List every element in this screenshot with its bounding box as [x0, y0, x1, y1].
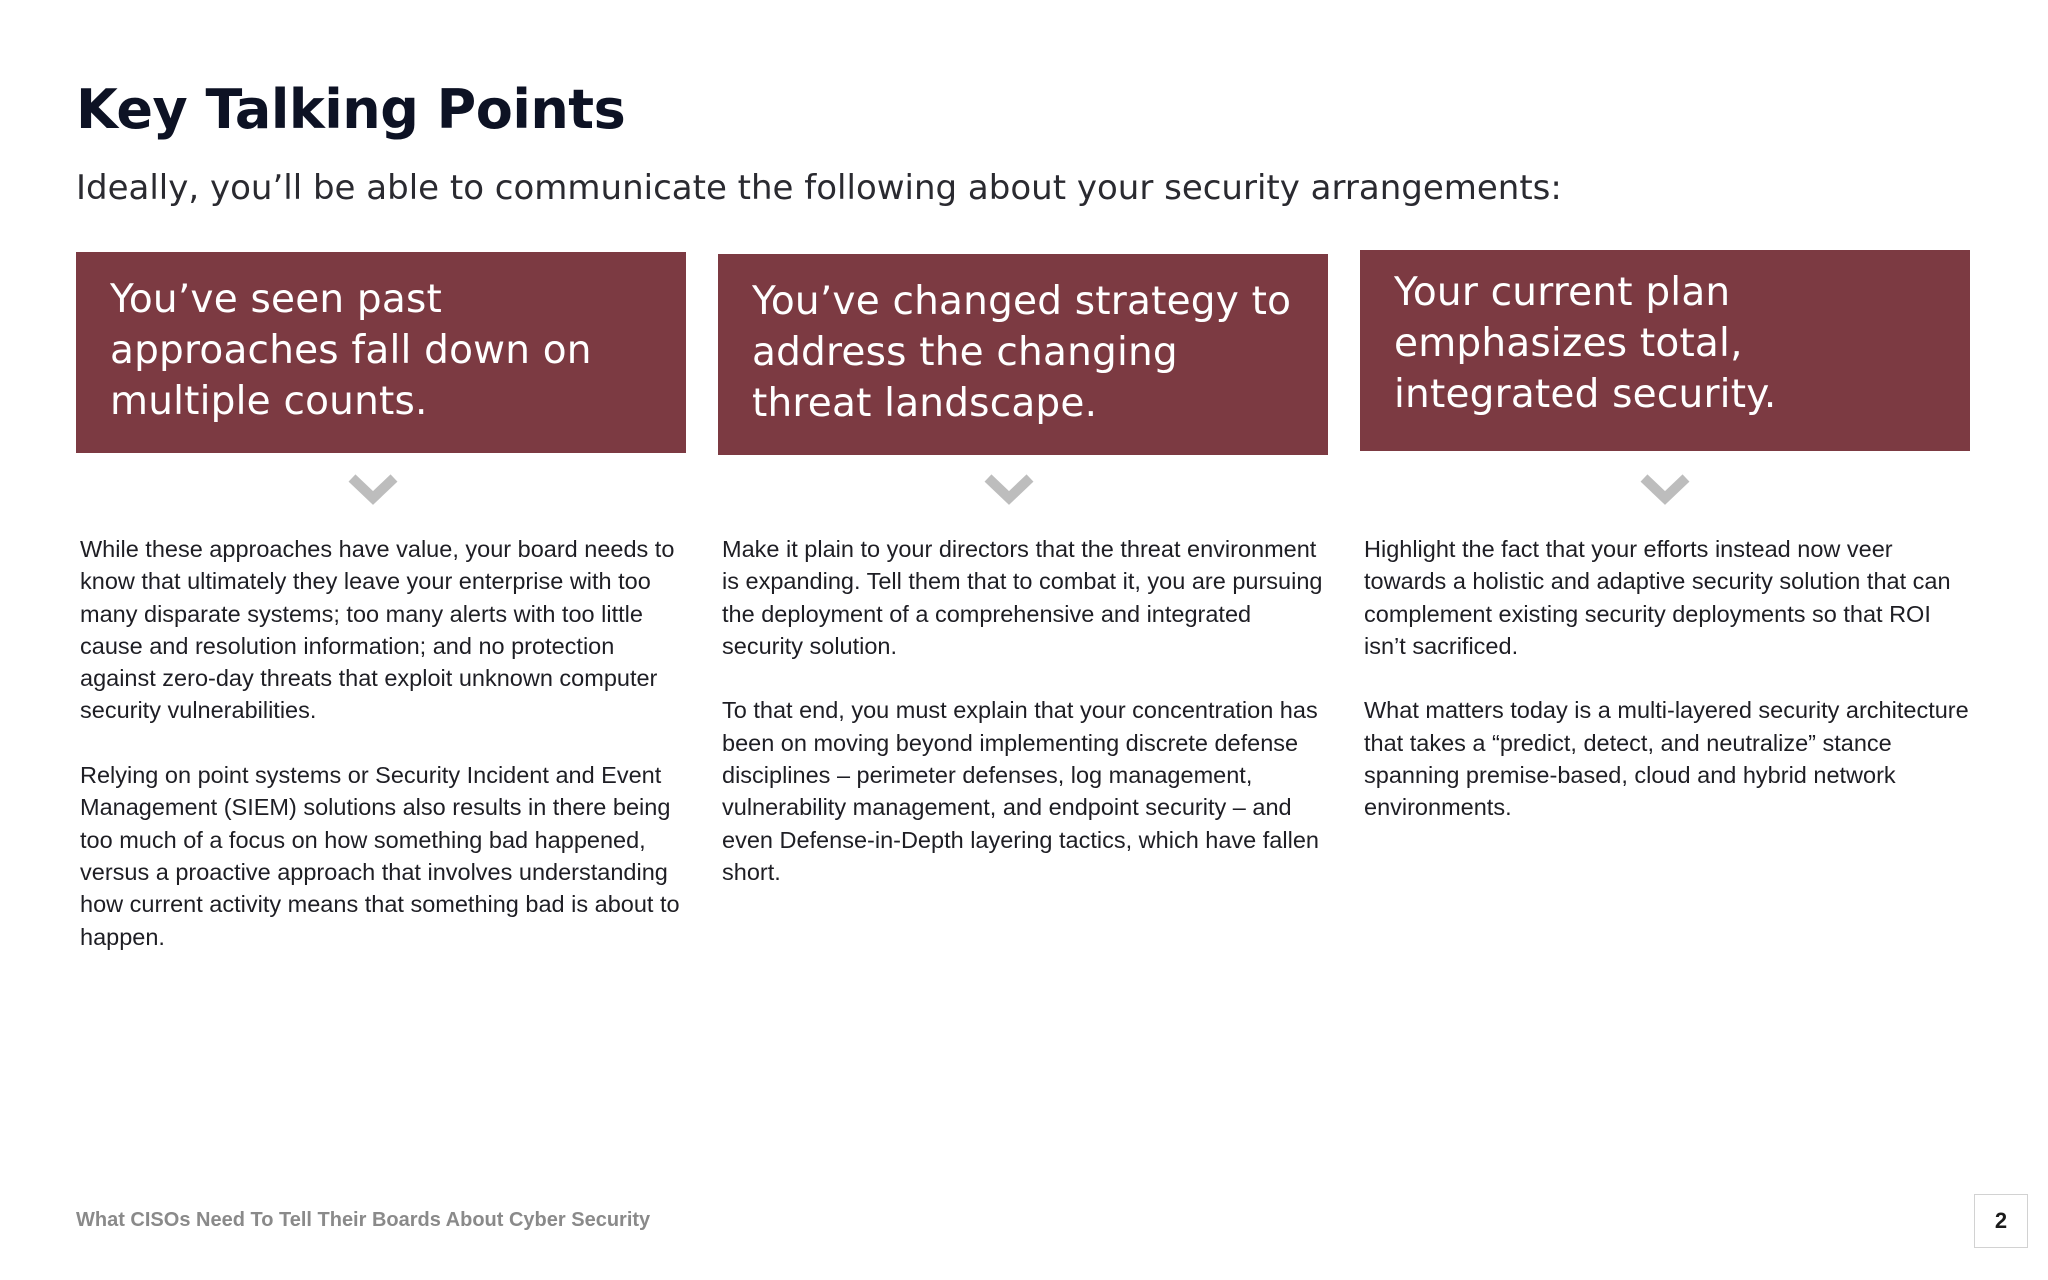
footer-document-title: What CISOs Need To Tell Their Boards About Cyber Security — [76, 1209, 651, 1231]
page-number: 2 — [1974, 1194, 2028, 1248]
talking-point-body-1 — [80, 533, 685, 985]
talking-point-body-2 — [722, 533, 1327, 921]
body-paragraph: To that end, you must explain that your concentration has been on moving beyond implementing discrete defense disciplines – perimeter defenses, log management, vulnerability management, and endpoint security – and even Defense-in-Depth layering tactics, which have fallen short. — [722, 697, 1319, 885]
body-paragraph: Make it plain to your directors that the threat environment is expanding. Tell them that to combat it, you are pursuing the deployment of a comprehensive and integrated security solution. — [722, 536, 1323, 659]
banner-heading-3: Your current plan emphasizes total, integrated security. — [1394, 270, 1777, 417]
banner-heading-2: You’ve changed strategy to address the changing threat landscape. — [752, 279, 1292, 426]
chevron-down-icon — [346, 470, 400, 506]
talking-point-banner-2 — [718, 254, 1328, 455]
chevron-down-icon — [982, 470, 1036, 506]
talking-point-banner-1 — [76, 252, 686, 453]
talking-point-body-3 — [1364, 533, 1969, 856]
body-paragraph: What matters today is a multi-layered security architecture that takes a “predict, detect, and neutralize” stance spanning premise-based, cloud and hybrid network environments. — [1364, 697, 1969, 821]
talking-point-banner-3 — [1360, 250, 1970, 451]
banner-heading-1: You’ve seen past approaches fall down on multiple counts. — [110, 277, 592, 424]
body-paragraph: While these approaches have value, your board needs to know that ultimately they leave your enterprise with too many disparate systems; too many alerts with too little cause and resolution information; and no protection against zero-day threats that exploit unknown computer security vulnerabilities. — [80, 536, 675, 724]
body-paragraph: Relying on point systems or Security Incident and Event Management (SIEM) solutions also results in there being too much of a focus on how something bad happened, versus a proactive approach that involves understanding how current activity means that something bad is about to happen. — [80, 762, 680, 950]
chevron-down-icon — [1638, 470, 1692, 506]
page-title: Key Talking Points — [76, 78, 626, 141]
body-paragraph: Highlight the fact that your efforts instead now veer towards a holistic and adaptive security solution that can complement existing security deployments so that ROI isn’t sacrificed. — [1364, 536, 1951, 659]
page-subtitle: Ideally, you’ll be able to communicate the following about your security arrangements: — [76, 168, 1562, 208]
